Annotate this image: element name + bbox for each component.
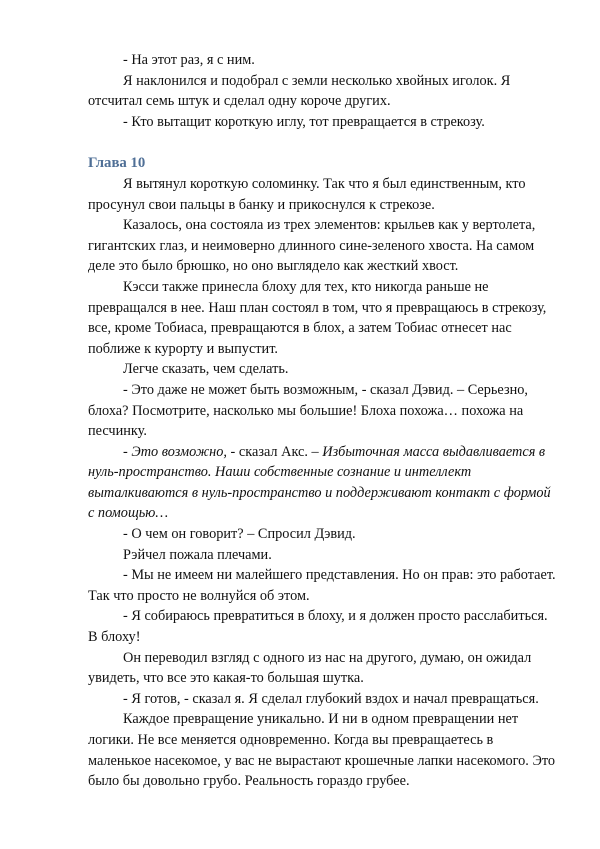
paragraph: Легче сказать, чем сделать.: [123, 361, 289, 378]
chapter-heading: Глава 10: [88, 155, 146, 172]
paragraph: Рэйчел пожала плечами.: [123, 546, 272, 563]
speech-attribution: - сказал Акс. –: [226, 443, 323, 460]
paragraph: - Это даже не может быть возможным, - сказал Дэвид. – Серьезно, блоха? Посмотрите, насколько мы большие! Блоха похожа… похожа на песчинку.: [88, 381, 528, 440]
paragraph: Он переводил взгляд с одного из нас на другого, думаю, он ожидал увидеть, что все это какая-то большая шутка.: [88, 649, 532, 687]
paragraph: - Кто вытащит короткую иглу, тот превращается в стрекозу.: [123, 113, 485, 130]
italic-speech: - Это возможно,: [123, 443, 227, 460]
paragraph: Я вытянул короткую соломинку. Так что я был единственным, кто просунул свои пальцы в банку и прикоснулся к стрекозе.: [88, 175, 526, 213]
paragraph: Каждое превращение уникально. И ни в одном превращении нет логики. Не все меняется одновременно. Когда вы превращаетесь в маленькое насекомое, у вас не вырастают крошечные лапки насекомого. Это было бы довольно грубо. Реальность гораздо грубее.: [88, 711, 556, 790]
paragraph: Казалось, она состояла из трех элементов: крыльев как у вертолета, гигантских глаз, и неимоверно длинного сине-зеленого хвоста. На самом деле это было брюшко, но оно выглядело как жесткий хвост.: [88, 217, 536, 275]
paragraph: Кэсси также принесла блоху для тех, кто никогда раньше не превращался в нее. Наш план состоял в том, что я превращаюсь в стрекозу, все, кроме Тобиаса, превращаются в блох, а затем Тобиас отнесет нас поближе к курорту и выпустит.: [88, 278, 547, 357]
paragraph: - На этот раз, я с ним.: [123, 52, 255, 68]
italic-paragraph: [88, 442, 558, 524]
paragraph: - Мы не имеем ни малейшего представления. Но он прав: это работает. Так что просто не волнуйся об этом.: [88, 567, 556, 604]
italic-speech-continued: Избыточная масса выдавливается в нуль-пространство. Наши собственные сознание и интеллект выталкиваются в нуль-пространство и поддерживают контакт с формой с помощью…: [88, 443, 551, 522]
paragraph: - Я готов, - сказал я. Я сделал глубокий вздох и начал превращаться.: [123, 690, 539, 707]
document-page: [88, 50, 558, 792]
paragraph: - О чем он говорит? – Спросил Дэвид.: [123, 526, 356, 543]
paragraph: Я наклонился и подобрал с земли несколько хвойных иголок. Я отсчитал семь штук и сделал одну короче других.: [88, 72, 511, 110]
paragraph: - Я собираюсь превратиться в блоху, и я должен просто расслабиться. В блоху!: [88, 608, 548, 646]
section-spacer: [88, 132, 558, 153]
